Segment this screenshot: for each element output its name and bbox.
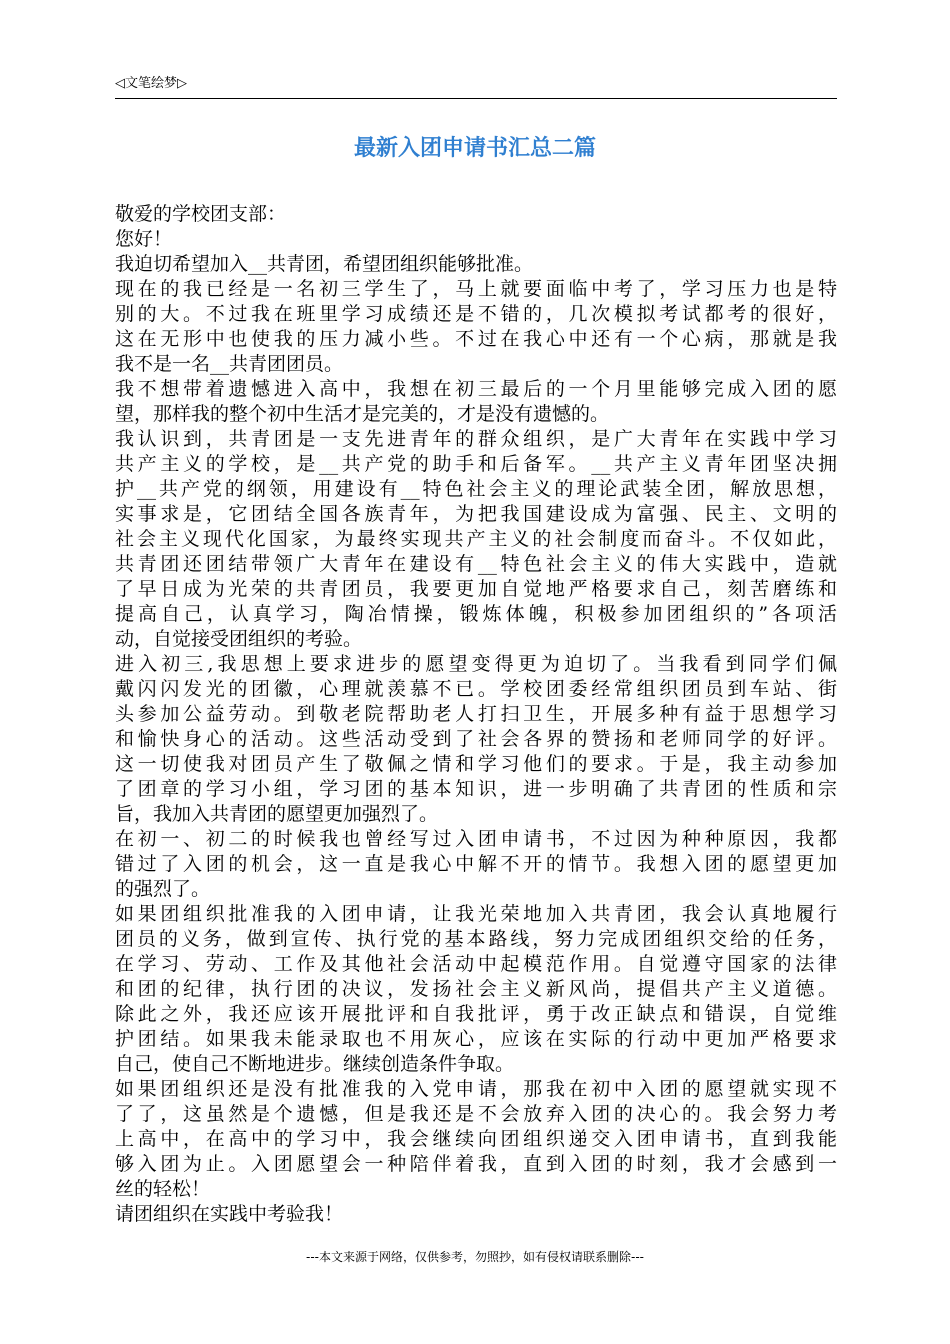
text-line: 这在无形中也使我的压力减小些。不过在我心中还有一个心病，那就是我	[115, 328, 837, 350]
text-line: 提高自己，认真学习，陶冶情操，锻炼体魄，积极参加团组织的”各项活	[115, 603, 837, 625]
text-line: 了团章的学习小组，学习团的基本知识，进一步明确了共青团的性质和宗	[115, 778, 837, 800]
text-line: 我认识到，共青团是一支先进青年的群众组织，是广大青年在实践中学习	[115, 428, 837, 450]
text-line: 这一切使我对团员产生了敬佩之情和学习他们的要求。于是，我主动参加	[115, 753, 837, 775]
text-line: 了早日成为光荣的共青团员，我要更加自觉地严格要求自己，刻苦磨练和	[115, 578, 837, 600]
text-line: 我不想带着遗憾进入高中，我想在初三最后的一个月里能够完成入团的愿	[115, 378, 837, 400]
text-line: 自己，使自己不断地进步。继续创造条件争取。	[115, 1053, 515, 1075]
text-line: 旨，我加入共青团的愿望更加强烈了。	[115, 803, 439, 825]
text-line: 我不是一名__共青团团员。	[115, 353, 344, 375]
text-line: 戴闪闪发光的团徽，心理就羡慕不已。学校团委经常组织团员到车站、街	[115, 678, 837, 700]
text-line: 现在的我已经是一名初三学生了，马上就要面临中考了，学习压力也是特	[115, 278, 837, 300]
text-line: 望，那样我的整个初中生活才是完美的，才是没有遗憾的。	[115, 403, 610, 425]
text-line: 实事求是，它团结全国各族青年，为把我国建设成为富强、民主、文明的	[115, 503, 837, 525]
text-line: 除此之外，我还应该开展批评和自我批评，勇于改正缺点和错误，自觉维	[115, 1003, 837, 1025]
text-line: 和团的纪律，执行团的决议，发扬社会主义新风尚，提倡共产主义道德。	[115, 978, 837, 1000]
page-header	[115, 74, 837, 99]
text-line: 的强烈了。	[115, 878, 211, 900]
text-line: 够入团为止。入团愿望会一种陪伴着我，直到入团的时刻，我才会感到一	[115, 1153, 837, 1175]
text-line: 请团组织在实践中考验我！	[115, 1203, 344, 1225]
text-line: 共青团还团结带领广大青年在建设有__特色社会主义的伟大实践中，造就	[115, 553, 837, 575]
text-line: 敬爱的学校团支部：	[115, 203, 287, 225]
document-body	[115, 202, 850, 1227]
text-line: 如果团组织批准我的入团申请，让我光荣地加入共青团，我会认真地履行	[115, 903, 837, 925]
text-line: 上高中，在高中的学习中，我会继续向团组织递交入团申请书，直到我能	[115, 1128, 837, 1150]
text-line: 在学习、劳动、工作及其他社会活动中起模范作用。自觉遵守国家的法律	[115, 953, 837, 975]
text-line: 错过了入团的机会，这一直是我心中解不开的情节。我想入团的愿望更加	[115, 853, 837, 875]
text-line: 头参加公益劳动。到敬老院帮助老人打扫卫生，开展多种有益于思想学习	[115, 703, 837, 725]
footer-notice: ---本文来源于网络，仅供参考，勿照抄，如有侵权请联系删除---	[306, 1250, 644, 1264]
text-line: 共产主义的学校，是__共产党的助手和后备军。__共产主义青年团坚决拥	[115, 453, 837, 475]
text-line: 社会主义现代化国家，为最终实现共产主义的社会制度而奋斗。不仅如此，	[115, 528, 837, 550]
text-line: 我迫切希望加入__共青团，希望团组织能够批准。	[115, 253, 534, 275]
text-line: 和愉快身心的活动。这些活动受到了社会各界的赞扬和老师同学的好评。	[115, 728, 837, 750]
text-line: 护__共产党的纲领，用建设有__特色社会主义的理论武装全团，解放思想，	[115, 478, 837, 500]
text-line: 别的大。不过我在班里学习成绩还是不错的，几次模拟考试都考的很好，	[115, 303, 837, 325]
text-line: 丝的轻松！	[115, 1178, 211, 1200]
text-line: 了了，这虽然是个遗憾，但是我还是不会放弃入团的决心的。我会努力考	[115, 1103, 837, 1125]
text-line: 团员的义务，做到宣传、执行党的基本路线，努力完成团组织交给的任务，	[115, 928, 837, 950]
text-line: 在初一、初二的时候我也曾经写过入团申请书，不过因为种种原因，我都	[115, 828, 837, 850]
text-line: 您好！	[115, 228, 173, 250]
document-title: 最新入团申请书汇总二篇	[353, 136, 596, 161]
header-brand: ◁文笔绘梦▷	[115, 76, 187, 91]
text-line: 动，自觉接受团组织的考验。	[115, 628, 363, 650]
text-line: 如果团组织还是没有批准我的入党申请，那我在初中入团的愿望就实现不	[115, 1078, 837, 1100]
text-line: 护团结。如果我未能录取也不用灰心，应该在实际的行动中更加严格要求	[115, 1028, 837, 1050]
text-line: 进入初三,我思想上要求进步的愿望变得更为迫切了。当我看到同学们佩	[115, 653, 837, 675]
